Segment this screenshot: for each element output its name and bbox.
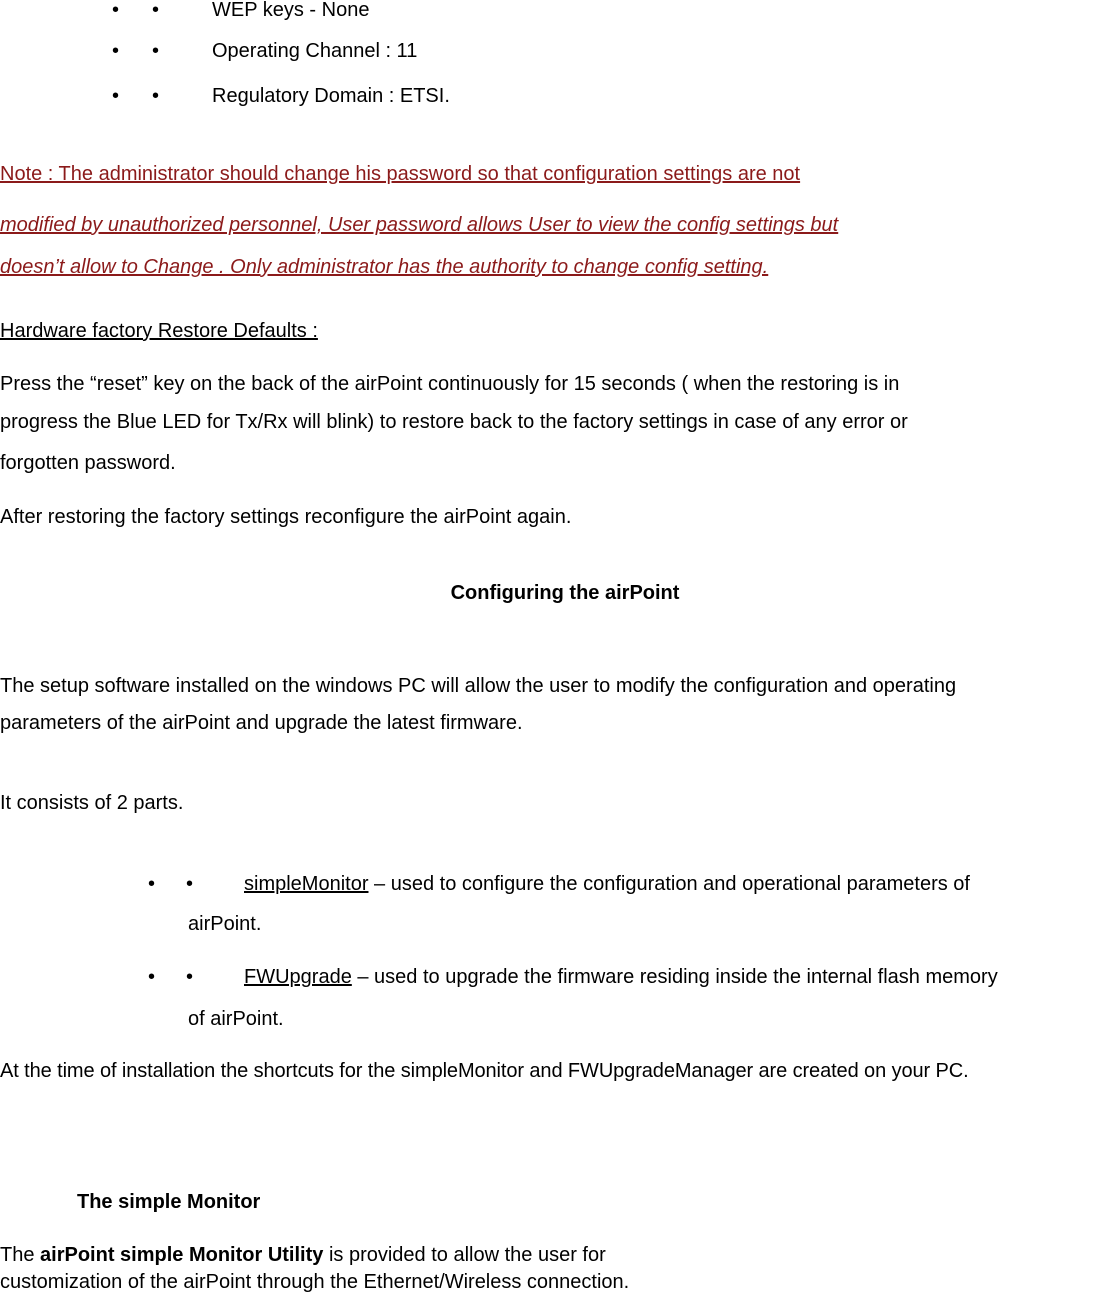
simple-monitor-desc: – used to configure the configuration and operational parameters of [368,873,970,895]
intro-line: The setup software installed on the windows PC will allow the user to modify the configuration and operating [0,675,957,697]
list-item-text [244,967,998,987]
list-item-text [244,874,970,894]
restore-paragraph-line: forgotten password. [0,452,176,474]
note-line: Note : The administrator should change his password so that configuration settings are not [0,163,801,185]
bullet-icon: • [152,40,160,62]
simple-monitor-intro [0,1245,606,1265]
simple-monitor-term: simpleMonitor [244,873,369,895]
bullet-icon: • [152,0,160,21]
fwupgrade-desc: – used to upgrade the firmware residing inside the internal flash memory [351,966,998,988]
utility-name: airPoint simple Monitor Utility [40,1244,324,1266]
operating-channel-text: Operating Channel : 11 [212,40,418,62]
regulatory-domain-text: Regulatory Domain : ETSI. [212,85,450,107]
restore-heading: Hardware factory Restore Defaults : [0,320,318,342]
bullet-icon: • [112,85,120,107]
restore-after-text: After restoring the factory settings reconfigure the airPoint again. [0,506,572,528]
bullet-icon: • [186,873,194,895]
note-line: modified by unauthorized personnel, User password allows User to view the config settings but [0,214,839,236]
list-item-continuation: of airPoint. [188,1008,284,1030]
bullet-icon: • [186,966,194,988]
section-heading: The simple Monitor [77,1191,261,1213]
intro-post-text: is provided to allow the user for [323,1244,606,1266]
restore-paragraph-line: Press the “reset” key on the back of the airPoint continuously for 15 seconds ( when the restoring is in [0,373,900,395]
bullet-icon: • [148,873,156,895]
intro-pre-text: The [0,1244,41,1266]
wep-keys-text: WEP keys - None [212,0,370,21]
note-line: doesn’t allow to Change . Only administrator has the authority to change config setting. [0,256,769,278]
shortcuts-text: At the time of installation the shortcuts for the simpleMonitor and FWUpgradeManager are created on your PC. [0,1060,969,1082]
restore-paragraph-line: progress the Blue LED for Tx/Rx will blink) to restore back to the factory settings in case of any error or [0,411,908,433]
section-title: Configuring the airPoint [450,582,680,604]
fwupgrade-term: FWUpgrade [244,966,352,988]
bullet-icon: • [148,966,156,988]
intro-line: parameters of the airPoint and upgrade the latest firmware. [0,712,523,734]
simple-monitor-intro-line2: customization of the airPoint through the Ethernet/Wireless connection. [0,1271,630,1293]
parts-text: It consists of 2 parts. [0,792,184,814]
bullet-icon: • [112,0,120,21]
bullet-icon: • [112,40,120,62]
list-item-continuation: airPoint. [188,913,262,935]
bullet-icon: • [152,85,160,107]
